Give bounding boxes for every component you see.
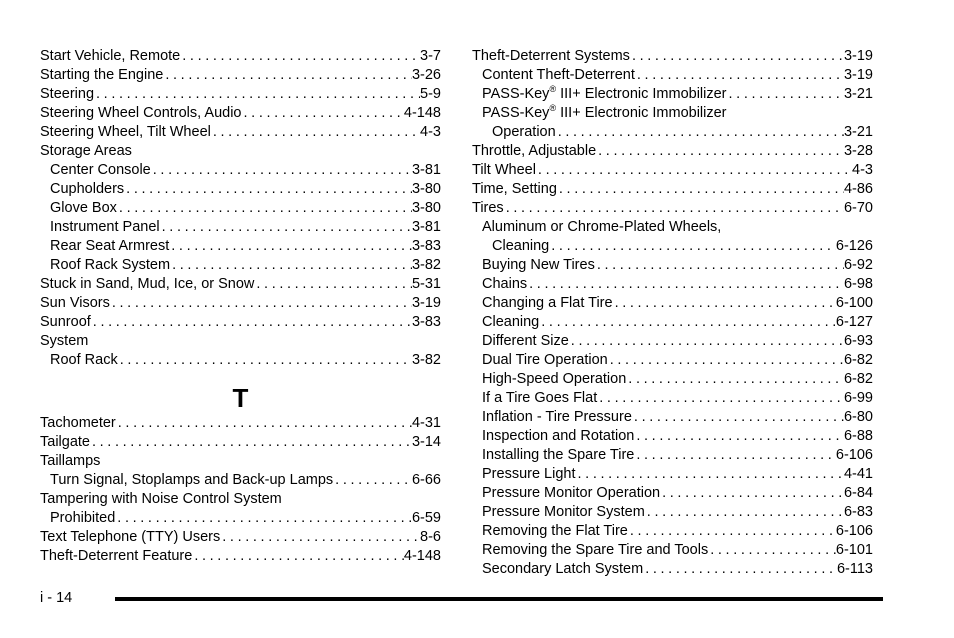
entry-label-text: PASS-Key [482, 86, 550, 102]
dot-leader [115, 509, 412, 528]
index-entry [472, 218, 873, 237]
entry-label [40, 123, 211, 142]
index-entry [472, 256, 873, 275]
dot-leader [170, 256, 412, 275]
entry-label-text: Text Telephone (TTY) Users [40, 529, 221, 545]
dot-leader [536, 161, 852, 180]
dot-leader [634, 446, 836, 465]
entry-page-ref: 6-126 [835, 238, 873, 254]
index-entry [472, 446, 873, 465]
entry-label [40, 313, 91, 332]
dot-leader [708, 541, 836, 560]
entry-label [482, 256, 595, 275]
entry-group-t-continued [472, 47, 873, 579]
entry-label-text: Steering [40, 86, 95, 102]
dot-leader [151, 161, 412, 180]
entry-label-text: Secondary Latch System [482, 561, 644, 577]
entry-label [482, 484, 660, 503]
entry-page-ref: 4-148 [403, 105, 441, 121]
index-entry [40, 509, 441, 528]
index-entry [472, 66, 873, 85]
entry-label-text: Pressure Monitor System [482, 504, 645, 520]
dot-leader [549, 237, 836, 256]
entry-label-text: Prohibited [50, 510, 116, 526]
entry-label-text: Dual Tire Operation [482, 352, 608, 368]
dot-leader [118, 351, 412, 370]
dot-leader [169, 237, 412, 256]
index-entry [40, 452, 441, 471]
entry-label [40, 433, 90, 452]
entry-page-ref: 6-84 [843, 485, 873, 501]
entry-label-text: Steering Wheel, Tilt Wheel [40, 124, 211, 140]
entry-label [50, 256, 170, 275]
dot-leader [160, 218, 412, 237]
index-entry [472, 104, 873, 123]
dot-leader [597, 389, 844, 408]
dot-leader [628, 522, 836, 541]
dot-leader [504, 199, 844, 218]
section-letter: T [232, 383, 249, 413]
index-entry [40, 161, 441, 180]
entry-label [50, 161, 151, 180]
dot-leader [556, 123, 844, 142]
entry-label [472, 47, 630, 66]
entry-label-text: If a Tire Goes Flat [482, 390, 598, 406]
index-entry [40, 237, 441, 256]
index-entry [472, 199, 873, 218]
index-entry [40, 47, 441, 66]
index-entry [472, 560, 873, 579]
index-entry [472, 408, 873, 427]
entry-label-text: Different Size [482, 333, 569, 349]
dot-leader [727, 85, 844, 104]
entry-label [492, 237, 549, 256]
entry-page-ref: 3-19 [411, 295, 441, 311]
entry-page-ref: 8-6 [420, 529, 441, 545]
index-entry [40, 313, 441, 332]
entry-page-ref: 6-106 [835, 447, 873, 463]
entry-page-ref: 6-99 [843, 390, 873, 406]
entry-label-text: System [40, 333, 89, 349]
entry-page-ref: 4-3 [852, 162, 873, 178]
dot-leader [569, 332, 844, 351]
index-column-left [40, 47, 441, 566]
entry-label [482, 66, 635, 85]
entry-label [40, 66, 163, 85]
entry-page-ref: 3-21 [843, 124, 873, 140]
entry-page-ref: 6-98 [843, 276, 873, 292]
entry-label [482, 104, 727, 123]
entry-label-text: Roof Rack [50, 352, 118, 368]
entry-page-ref: 3-28 [843, 143, 873, 159]
entry-group-t [40, 414, 441, 566]
entry-label-text: Operation [492, 124, 556, 140]
dot-leader [116, 414, 412, 433]
dot-leader [192, 547, 404, 566]
entry-label [472, 161, 536, 180]
entry-label [482, 275, 527, 294]
index-entry [40, 547, 441, 566]
entry-page-ref: 6-59 [411, 510, 441, 526]
dot-leader [163, 66, 412, 85]
entry-page-ref: 3-82 [411, 352, 441, 368]
entry-label [472, 199, 504, 218]
entry-page-ref: 6-92 [843, 257, 873, 273]
entry-label [472, 180, 557, 199]
entry-label [472, 142, 596, 161]
entry-label [492, 123, 556, 142]
entry-label [482, 218, 721, 237]
entry-label [482, 351, 608, 370]
entry-page-ref: 3-81 [411, 162, 441, 178]
entry-page-ref: 4-3 [420, 124, 441, 140]
dot-leader [632, 408, 844, 427]
index-entry [40, 85, 441, 104]
entry-label-text: Content Theft-Deterrent [482, 67, 635, 83]
index-entry [472, 370, 873, 389]
entry-label-text: Tailgate [40, 434, 90, 450]
entry-label-text: Buying New Tires [482, 257, 595, 273]
dot-leader [211, 123, 420, 142]
entry-page-ref: 6-113 [836, 561, 873, 577]
index-column-right [472, 47, 873, 579]
entry-label [482, 522, 628, 541]
entry-label [40, 47, 180, 66]
index-entry [472, 180, 873, 199]
entry-page-ref: 3-82 [411, 257, 441, 273]
index-entry [40, 180, 441, 199]
dot-leader [608, 351, 844, 370]
entry-label [482, 332, 569, 351]
dot-leader [645, 503, 844, 522]
entry-label-text: Cupholders [50, 181, 125, 197]
index-entry [40, 199, 441, 218]
dot-leader [527, 275, 844, 294]
entry-page-ref: 6-82 [843, 352, 873, 368]
entry-label-text: Theft-Deterrent Systems [472, 48, 630, 64]
index-entry [40, 471, 441, 490]
entry-label-text: Stuck in Sand, Mud, Ice, or Snow [40, 276, 255, 292]
entry-page-ref: 3-21 [843, 86, 873, 102]
entry-page-ref: 3-19 [843, 48, 873, 64]
entry-page-ref: 6-66 [411, 472, 441, 488]
dot-leader [254, 275, 412, 294]
entry-page-ref: 5-9 [420, 86, 441, 102]
dot-leader [613, 294, 836, 313]
entry-label-text: Changing a Flat Tire [482, 295, 613, 311]
entry-label [40, 275, 254, 294]
dot-leader [90, 433, 412, 452]
dot-leader [626, 370, 844, 389]
index-entry [40, 66, 441, 85]
index-entry [472, 142, 873, 161]
entry-label-text: Tires [472, 200, 504, 216]
entry-page-ref: 4-41 [843, 466, 873, 482]
dot-leader [94, 85, 420, 104]
entry-label [482, 294, 613, 313]
dot-leader [576, 465, 844, 484]
entry-label [50, 199, 117, 218]
page-number: i - 14 [40, 590, 73, 606]
entry-label-text: Tampering with Noise Control System [40, 491, 282, 507]
entry-label [40, 452, 100, 471]
index-entry [472, 275, 873, 294]
entry-label-text: Storage Areas [40, 143, 132, 159]
entry-page-ref: 3-83 [411, 314, 441, 330]
index-entry [40, 332, 441, 351]
dot-leader [557, 180, 844, 199]
entry-page-ref: 6-83 [843, 504, 873, 520]
index-entry [40, 218, 441, 237]
entry-label [482, 446, 634, 465]
entry-label-text: Chains [482, 276, 528, 292]
index-entry [40, 275, 441, 294]
entry-label-text: Sunroof [40, 314, 91, 330]
entry-page-ref: 6-100 [835, 295, 873, 311]
entry-label [482, 85, 727, 104]
entry-label [482, 408, 632, 427]
index-entry [472, 161, 873, 180]
entry-label [40, 414, 116, 433]
entry-label-text: Theft-Deterrent Feature [40, 548, 193, 564]
entry-label-text: Pressure Monitor Operation [482, 485, 661, 501]
entry-label-text: Cleaning [482, 314, 540, 330]
dot-leader [634, 427, 844, 446]
entry-page-ref: 6-80 [843, 409, 873, 425]
dot-leader [643, 560, 837, 579]
entry-page-ref: 3-83 [411, 238, 441, 254]
entry-page-ref: 4-148 [403, 548, 441, 564]
entry-label [482, 370, 626, 389]
entry-label [50, 218, 160, 237]
index-entry [40, 256, 441, 275]
index-entry [472, 503, 873, 522]
entry-label-text-rest: III+ Electronic Immobilizer [556, 86, 727, 102]
entry-label-text: Inflation - Tire Pressure [482, 409, 632, 425]
index-entry [472, 313, 873, 332]
entry-label-text: PASS-Key [482, 105, 550, 121]
entry-label [50, 180, 124, 199]
entry-label [50, 471, 333, 490]
entry-label-text: Glove Box [50, 200, 117, 216]
entry-label-text: Time, Setting [472, 181, 557, 197]
entry-page-ref: 3-7 [420, 48, 441, 64]
dot-leader [596, 142, 844, 161]
entry-label [482, 541, 708, 560]
entry-page-ref: 3-80 [411, 181, 441, 197]
entry-label-text: High-Speed Operation [482, 371, 627, 387]
dot-leader [630, 47, 844, 66]
entry-label-text: Steering Wheel Controls, Audio [40, 105, 242, 121]
index-entry [472, 237, 873, 256]
index-entry [472, 85, 873, 104]
footer-rule [115, 597, 883, 601]
entry-page-ref: 6-106 [835, 523, 873, 539]
entry-label-text: Turn Signal, Stoplamps and Back-up Lamps [50, 472, 334, 488]
entry-page-ref: 3-19 [843, 67, 873, 83]
entry-label [50, 509, 115, 528]
entry-label-text: Aluminum or Chrome-Plated Wheels, [482, 219, 722, 235]
index-entry [472, 465, 873, 484]
entry-label-text: Center Console [50, 162, 151, 178]
entry-label-text: Starting the Engine [40, 67, 164, 83]
entry-label [482, 313, 539, 332]
entry-page-ref: 3-14 [411, 434, 441, 450]
index-entry [40, 528, 441, 547]
index-entry [472, 332, 873, 351]
entry-label [482, 465, 576, 484]
index-entry [472, 123, 873, 142]
entry-label [50, 351, 118, 370]
dot-leader [539, 313, 836, 332]
entry-label-text: Start Vehicle, Remote [40, 48, 181, 64]
index-entry [40, 433, 441, 452]
index-entry [472, 351, 873, 370]
entry-label [40, 142, 132, 161]
entry-label-text: Roof Rack System [50, 257, 171, 273]
index-entry [472, 47, 873, 66]
index-entry [40, 490, 441, 509]
entry-label [40, 294, 110, 313]
index-entry [472, 522, 873, 541]
entry-label-text: Rear Seat Armrest [50, 238, 170, 254]
index-entry [472, 294, 873, 313]
entry-label [482, 427, 634, 446]
index-entry [472, 484, 873, 503]
entry-label [40, 332, 88, 351]
entry-page-ref: 4-86 [843, 181, 873, 197]
dot-leader [660, 484, 844, 503]
entry-label-text: Pressure Light [482, 466, 576, 482]
entry-label-text-rest: III+ Electronic Immobilizer [556, 105, 727, 121]
entry-page-ref: 6-93 [843, 333, 873, 349]
index-entry [472, 389, 873, 408]
entry-page-ref: 4-31 [411, 415, 441, 431]
entry-page-ref: 6-88 [843, 428, 873, 444]
entry-label-text: Instrument Panel [50, 219, 160, 235]
entry-label-text: Tachometer [40, 415, 116, 431]
index-entry [40, 294, 441, 313]
dot-leader [635, 66, 844, 85]
entry-label [482, 560, 643, 579]
entry-label [482, 389, 597, 408]
entry-page-ref: 6-101 [835, 542, 873, 558]
entry-page-ref: 6-70 [843, 200, 873, 216]
entry-label-text: Throttle, Adjustable [472, 143, 597, 159]
entry-label [50, 237, 169, 256]
entry-page-ref: 3-80 [411, 200, 441, 216]
entry-label [40, 85, 94, 104]
entry-label [40, 528, 220, 547]
entry-label-text: Inspection and Rotation [482, 428, 635, 444]
dot-leader [110, 294, 412, 313]
index-entry [472, 427, 873, 446]
index-entry [40, 123, 441, 142]
entry-label-text: Removing the Spare Tire and Tools [482, 542, 709, 558]
entry-page-ref: 6-127 [835, 314, 873, 330]
dot-leader [220, 528, 420, 547]
dot-leader [124, 180, 412, 199]
index-entry [472, 541, 873, 560]
dot-leader [180, 47, 420, 66]
index-entry [40, 142, 441, 161]
dot-leader [333, 471, 412, 490]
entry-page-ref: 5-31 [411, 276, 441, 292]
entry-page-ref: 6-82 [843, 371, 873, 387]
dot-leader [595, 256, 844, 275]
registered-mark: ® [549, 104, 557, 114]
entry-label-text: Taillamps [40, 453, 101, 469]
entry-label [482, 503, 645, 522]
index-entry [40, 414, 441, 433]
entry-label-text: Cleaning [492, 238, 550, 254]
registered-mark: ® [549, 85, 557, 95]
entry-group-s [40, 47, 441, 370]
index-entry [40, 351, 441, 370]
entry-label-text: Removing the Flat Tire [482, 523, 628, 539]
entry-label-text: Installing the Spare Tire [482, 447, 635, 463]
dot-leader [91, 313, 412, 332]
entry-label [40, 490, 282, 509]
entry-label-text: Sun Visors [40, 295, 110, 311]
entry-label-text: Tilt Wheel [472, 162, 536, 178]
index-entry [40, 104, 441, 123]
dot-leader [242, 104, 404, 123]
entry-label [40, 547, 192, 566]
dot-leader [117, 199, 412, 218]
entry-page-ref: 3-81 [411, 219, 441, 235]
entry-label [40, 104, 242, 123]
entry-page-ref: 3-26 [411, 67, 441, 83]
